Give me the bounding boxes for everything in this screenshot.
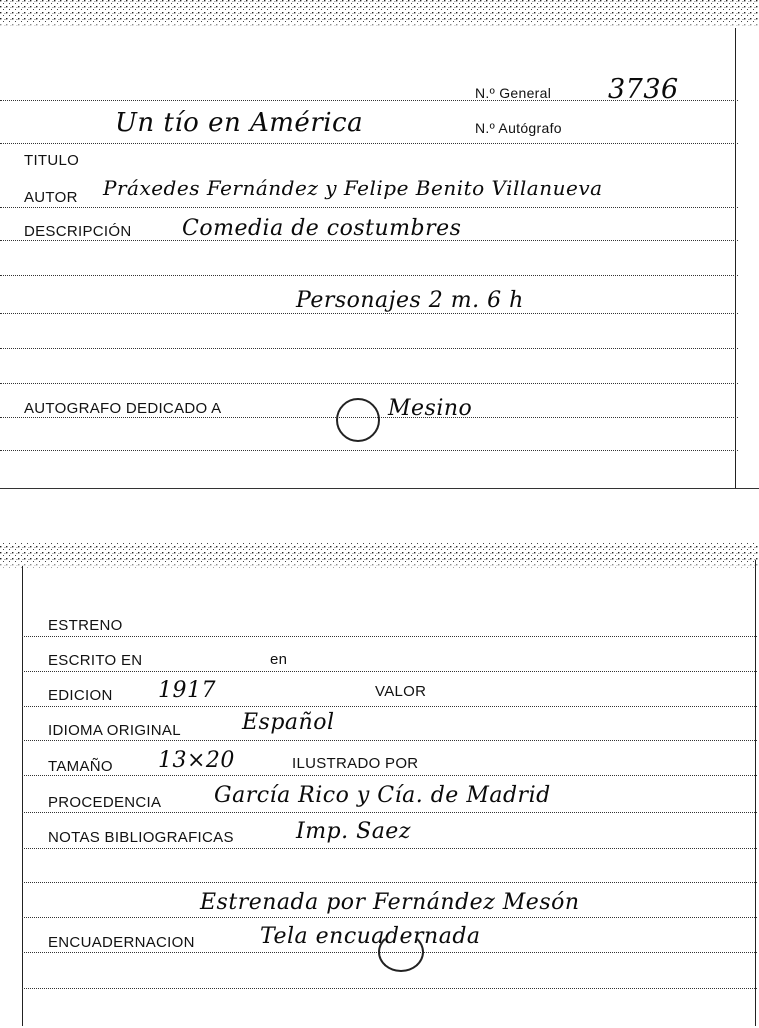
estreno-label: ESTRENO [48, 617, 123, 634]
seal-stamp [336, 398, 380, 442]
encuadernacion-label: ENCUADERNACION [48, 934, 195, 951]
ilustrado-label: ILUSTRADO POR [292, 755, 419, 772]
rule [22, 848, 757, 849]
rule [0, 143, 738, 144]
rule [22, 917, 757, 918]
rule [0, 275, 738, 276]
card-bottom-edge [0, 488, 759, 489]
idioma-label: IDIOMA ORIGINAL [48, 722, 181, 739]
idioma-value: Español [242, 710, 335, 735]
notas-value: Imp. Saez [296, 819, 411, 844]
seal-stamp-bottom [378, 932, 424, 972]
rule [22, 740, 757, 741]
card-right-edge [735, 28, 736, 488]
rule [22, 882, 757, 883]
rule [0, 207, 738, 208]
personajes-value: Personajes 2 m. 6 h [296, 288, 524, 313]
edicion-value: 1917 [158, 678, 216, 703]
escrito-en-label: en [270, 651, 288, 668]
valor-label: VALOR [375, 683, 427, 700]
autor-label: AUTOR [24, 189, 78, 206]
scan-noise-top [0, 0, 759, 34]
rule [22, 706, 757, 707]
rule [0, 450, 738, 451]
edicion-label: EDICION [48, 687, 113, 704]
autografo-dedicado-label: AUTOGRAFO DEDICADO A [24, 400, 222, 417]
rule [22, 988, 757, 989]
bottom-catalog-card [0, 540, 759, 1028]
escrito-label: ESCRITO EN [48, 652, 143, 669]
top-catalog-card [0, 0, 759, 495]
card-left-edge [22, 566, 23, 1026]
tamano-label: TAMAÑO [48, 758, 113, 775]
rule [22, 636, 757, 637]
procedencia-label: PROCEDENCIA [48, 794, 162, 811]
encuadernacion-value: Tela encuadernada [260, 924, 481, 949]
autor-value: Práxedes Fernández y Felipe Benito Villanueva [103, 176, 603, 200]
tamano-value: 13×20 [158, 748, 235, 773]
scan-noise-bottom [0, 540, 759, 580]
autograph-number-label: N.º Autógrafo [475, 120, 562, 136]
rule [22, 812, 757, 813]
descripcion-value: Comedia de costumbres [182, 216, 462, 241]
titulo-label: TITULO [24, 152, 80, 169]
general-number-label: N.º General [475, 85, 552, 101]
procedencia-value: García Rico y Cía. de Madrid [214, 783, 551, 808]
notas-label: NOTAS BIBLIOGRAFICAS [48, 829, 234, 846]
rule [22, 775, 757, 776]
estrenada-value: Estrenada por Fernández Mesón [200, 890, 580, 915]
title-handwritten: Un tío en América [115, 108, 364, 138]
card-right-edge [755, 560, 756, 1026]
autografo-dedicado-value: Mesino [388, 396, 473, 421]
descripcion-label: DESCRIPCIÓN [24, 223, 132, 240]
rule [0, 313, 738, 314]
rule [22, 671, 757, 672]
rule [0, 383, 738, 384]
general-number-value: 3736 [608, 74, 679, 105]
rule [0, 348, 738, 349]
